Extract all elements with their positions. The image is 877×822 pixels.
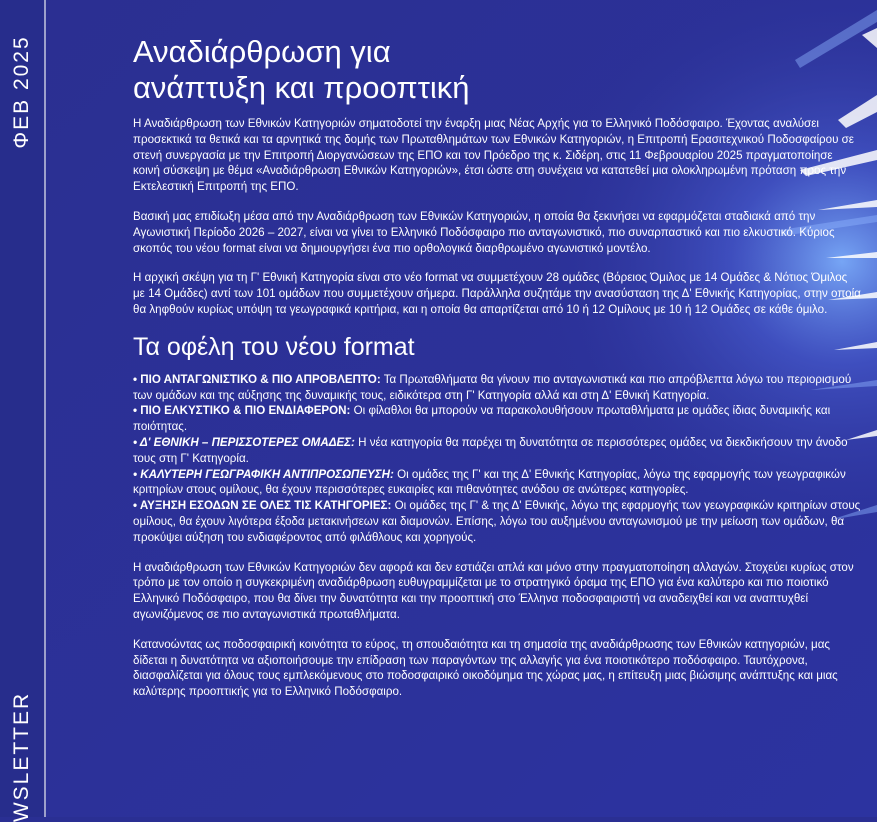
article	[133, 34, 861, 714]
benefits-list	[133, 372, 861, 546]
newsletter-label: WSLETTER	[10, 691, 33, 822]
closing-paragraph-2: Κατανοώντας ως ποδοσφαιρική κοινότητα το εύρος, τη σπουδαιότητα και τη σημασία της αναδιάρθρωσης των Εθνικών κατηγοριών, μας δίδεται η δυνατότητα να αξιοποιήσουμε την επίδραση των παραγόντων της αλλαγής για ένα ποιοτικότερο ποδόσφαιρο. Ταυτόχρονα, διασφαλίζεται για όλους τους εμπλεκόμενους στο ποδοσφαιρικό οικοδόμημα της χώρας μας, η επίτευξη μιας βιώσιμης ανάπτυξης και μιας καλύτερης προοπτικής για το Ελληνικό Ποδόσφαιρο.	[133, 637, 838, 699]
bullet-heading: • ΠΙΟ ΕΛΚΥΣΤΙΚΟ & ΠΙΟ ΕΝΔΙΑΦΕΡΟΝ:	[133, 404, 351, 418]
article-title	[133, 34, 861, 106]
intro-paragraph-3: Η αρχική σκέψη για τη Γ' Εθνική Κατηγορία είναι στο νέο format να συμμετέχουν 28 ομάδες (Βόρειος Όμιλος με 14 Ομάδες & Νότιος Όμιλος με 14 Ομάδες) αντί των 101 ομάδων που συμμετέχουν σήμερα. Παράλληλα συζητάμε την ανασύσταση της Δ' Εθνικής Κατηγορίας, στην οποία θα ληφθούν κυρίως υπόψη τα γεωγραφικά κριτήρια, και η οποία θα απαρτίζεται από 10 ή 12 Ομίλους με 10 ή 12 Ομάδες σε κάθε όμιλο.	[133, 271, 861, 316]
bullet-text: Οι φίλαθλοι θα μπορούν να παρακολουθήσουν πρωταθλήματα με ομάδες ίδιας δυναμικής και ποιότητας.	[133, 404, 831, 434]
title-line-2: ανάπτυξη και προοπτική	[133, 70, 470, 105]
bullet-text: Οι ομάδες της Γ' & της Δ' Εθνικής, λόγω της εφαρμογής των γεωγραφικών κριτηρίων στους ομίλους, θα έχουν λιγότερα έξοδα μετακινήσεων και διαμονών. Επίσης, λόγω του αυξημένου ανταγωνισμού με την μείωση των ομάδων, θα προκύψει αύξηση του ενδιαφέροντος από φιλάθλους και χορηγούς.	[133, 499, 861, 544]
list-item	[133, 498, 861, 545]
bullet-heading: • ΚΑΛΥΤΕΡΗ ΓΕΩΓΡΑΦΙΚΗ ΑΝΤΙΠΡΟΣΩΠΕΥΣΗ:	[133, 467, 394, 481]
bullet-text: Οι ομάδες της Γ' και της Δ' Εθνικής Κατηγορίας, λόγω της εφαρμογής των γεωγραφικών κριτηρίων στους ομίλους, θα έχουν περισσότερες ευκαιρίες και πιθανότητες ανόδου σε ανώτερες κατηγορίες.	[133, 467, 846, 497]
bullet-heading: • ΑΥΞΗΣΗ ΕΣΟΔΩΝ ΣΕ ΟΛΕΣ ΤΙΣ ΚΑΤΗΓΟΡΙΕΣ:	[133, 499, 392, 513]
intro-paragraph-1: Η Αναδιάρθρωση των Εθνικών Κατηγοριών σηματοδοτεί την έναρξη μιας Νέας Αρχής για το Ελληνικό Ποδόσφαιρο. Έχοντας αναλύσει προσεκτικά τα θετικά και τα αρνητικά της δομής των Πρωταθλημάτων των Εθνικών Κατηγοριών, η Επιτροπή Ερασιτεχνικού Ποδοσφαίρου σε στενή συνεργασία με την Επιτροπή Διοργανώσεων της ΕΠΟ και τον Πρόεδρο της κ. Σιδέρη, στις 11 Φεβρουαρίου 2025 πραγματοποίησε κοινή σύσκεψη με θέμα «Αναδιάρθρωση Εθνικών Κατηγοριών», έτσι ώστε στη συνέχεια να κατατεθεί μια ολοκληρωμένη πρόταση προς την Εκτελεστική Επιτροπή της ΕΠΟ.	[133, 117, 854, 194]
list-item	[133, 435, 861, 467]
list-item	[133, 467, 861, 499]
bullet-text: Η νέα κατηγορία θα παρέχει τη δυνατότητα σε περισσότερες ομάδες να διεκδικήσουν την άνοδο τους στη Γ' Κατηγορία.	[133, 435, 848, 465]
sidebar	[0, 0, 46, 822]
bullet-heading: • Δ' ΕΘΝΙΚΗ – ΠΕΡΙΣΣΟΤΕΡΕΣ ΟΜΑΔΕΣ:	[133, 435, 355, 449]
title-line-1: Αναδιάρθρωση για	[133, 34, 391, 69]
bullet-text: Τα Πρωταθλήματα θα γίνουν πιο ανταγωνιστικά και πιο απρόβλεπτα λόγω του περιορισμού των ομάδων και της αύξησης της δυναμικής τους, ειδικότερα στη Γ' Κατηγορία αλλά και στη Δ' Εθνική Κατηγορία.	[133, 372, 852, 402]
benefits-heading: Τα οφέλη του νέου format	[133, 332, 415, 361]
list-item	[133, 372, 861, 404]
issue-date: ΦΕΒ 2025	[10, 35, 33, 149]
intro-paragraph-2: Βασική μας επιδίωξη μέσα από την Αναδιάρθρωση των Εθνικών Κατηγοριών, η οποία θα ξεκινήσει να εφαρμόζεται σταδιακά από την Αγωνιστική Περίοδο 2026 – 2027, είναι να γίνει το Ελληνικό Ποδόσφαιρο πιο ανταγωνιστικό, πιο συναρπαστικό και πιο ελκυστικό. Κύριος σκοπός του νέου format είναι να δημιουργήσει ένα πιο ορθολογικά διαρθρωμένο αγωνιστικό μοντέλο.	[133, 209, 835, 255]
closing-paragraph-1: Η αναδιάρθρωση των Εθνικών Κατηγοριών δεν αφορά και δεν εστιάζει απλά και μόνο στην πραγματοποίηση αλλαγών. Στοχεύει κυρίως στον τρόπο με τον οποίο η συγκεκριμένη αναδιάρθρωση ευθυγραμμίζεται με το στρατηγικό όραμα της ΕΠΟ για ένα καλύτερο και πιο ποιοτικό Ελληνικό Ποδόσφαιρο, που θα δίνει την δυνατότητα και την προοπτική στο Έλληνα ποδοσφαιριστή να αναδειχθεί και να αναπτυχθεί αγωνιζόμενος σε πιο ανταγωνιστικά πρωταθλήματα.	[133, 560, 854, 621]
list-item	[133, 403, 861, 435]
bullet-heading: • ΠΙΟ ΑΝΤΑΓΩΝΙΣΤΙΚΟ & ΠΙΟ ΑΠΡΟΒΛΕΠΤΟ:	[133, 372, 381, 386]
